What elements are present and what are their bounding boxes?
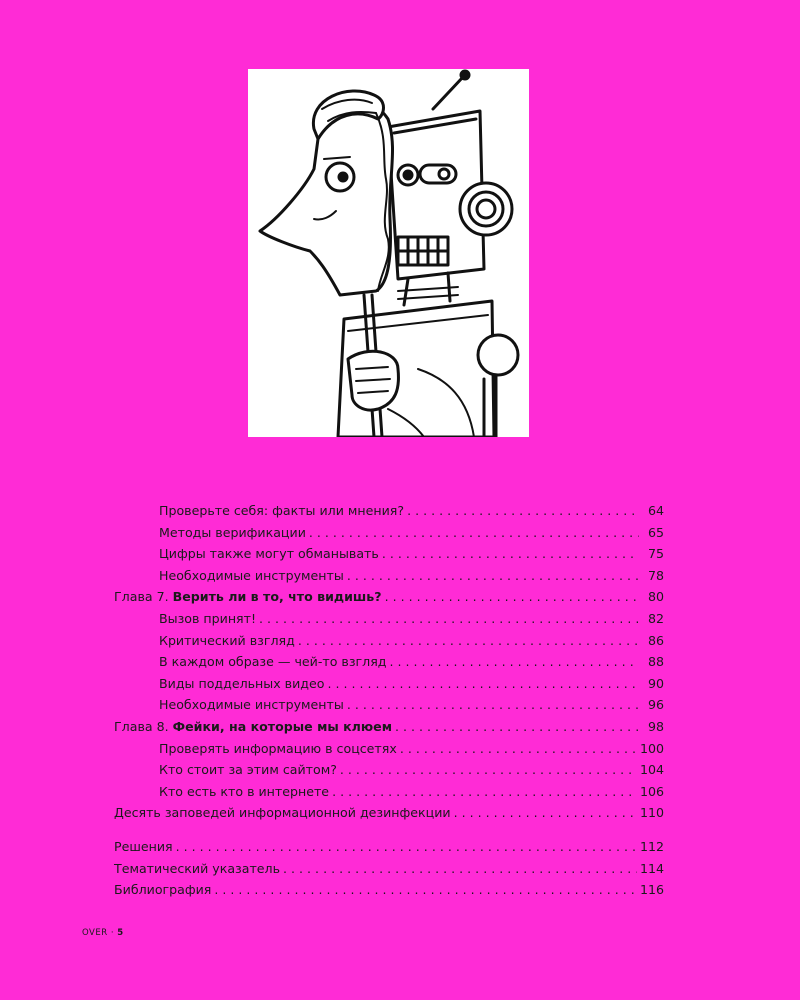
toc-entry[interactable]	[114, 608, 664, 630]
toc-entry-page: 106	[639, 783, 664, 799]
toc-entry-title: Вызов принят!	[159, 610, 257, 626]
toc-entry[interactable]	[114, 738, 664, 760]
toc-entry-page: 80	[647, 589, 664, 605]
dot-leader	[385, 586, 639, 608]
toc-entry-title: Библиография	[114, 882, 212, 898]
toc-appendix-entry[interactable]	[114, 836, 664, 858]
toc-entry[interactable]	[114, 543, 664, 565]
toc-entry[interactable]	[114, 802, 664, 824]
toc-entry[interactable]	[114, 630, 664, 652]
toc-entry-page: 110	[639, 805, 664, 821]
toc-entry-page: 65	[647, 524, 664, 540]
toc-entry-page: 104	[639, 762, 664, 778]
dot-leader	[309, 522, 639, 544]
toc-chapter-entry[interactable]	[114, 716, 664, 738]
toc-entry[interactable]	[114, 522, 664, 544]
dot-leader	[332, 781, 637, 803]
dot-leader	[407, 500, 639, 522]
dot-leader	[390, 651, 640, 673]
toc-appendix-entry[interactable]	[114, 858, 664, 880]
robot-with-human-mask-illustration	[248, 69, 529, 437]
toc-chapter-entry[interactable]	[114, 586, 664, 608]
toc-entry-page: 112	[639, 838, 664, 854]
toc-entry-page: 82	[647, 610, 664, 626]
dot-leader	[327, 673, 639, 695]
toc-entry-title: Решения	[114, 838, 173, 854]
toc-chapter-title	[114, 586, 382, 608]
toc-entry-title: Проверьте себя: факты или мнения?	[159, 503, 405, 518]
dot-leader	[176, 836, 637, 858]
dot-leader	[347, 565, 639, 587]
toc-entry-page: 114	[639, 860, 664, 876]
page-footer	[82, 928, 124, 938]
toc-entry-page: 78	[647, 567, 664, 583]
toc-chapter-title	[114, 716, 392, 738]
toc-entry[interactable]	[114, 565, 664, 587]
toc-entry-title: Критический взгляд	[159, 632, 295, 648]
footer-page-number: 5	[117, 928, 124, 938]
dot-leader	[340, 759, 637, 781]
dot-leader	[283, 858, 637, 880]
dot-leader	[214, 879, 637, 901]
dot-leader	[259, 608, 639, 630]
toc-entry[interactable]	[114, 673, 664, 695]
footer-separator: ·	[110, 928, 115, 938]
dot-leader	[298, 630, 639, 652]
toc-entry-page: 64	[647, 503, 664, 518]
chapter-prefix: Глава 7.	[114, 589, 173, 605]
table-of-contents	[114, 500, 664, 901]
toc-entry[interactable]	[114, 500, 664, 522]
chapter-title: Фейки, на которые мы клюем	[172, 718, 392, 734]
toc-entry[interactable]	[114, 694, 664, 716]
toc-entry-title: Кто есть кто в интернете	[159, 783, 330, 799]
dot-leader	[400, 738, 637, 760]
toc-entry[interactable]	[114, 759, 664, 781]
toc-entry-title: Кто стоит за этим сайтом?	[159, 762, 337, 778]
toc-entry-title: Необходимые инструменты	[159, 567, 344, 583]
toc-entry-title: Цифры также могут обманывать	[159, 546, 379, 562]
toc-entry-page: 100	[639, 740, 664, 756]
toc-appendix-entry[interactable]	[114, 879, 664, 901]
toc-entry-page: 86	[647, 632, 664, 648]
toc-entry[interactable]	[114, 651, 664, 673]
dot-leader	[347, 694, 639, 716]
dot-leader	[395, 716, 639, 738]
toc-entry-page: 116	[639, 882, 664, 898]
toc-entry[interactable]	[114, 781, 664, 803]
chapter-title: Верить ли в то, что видишь?	[172, 589, 382, 605]
toc-entry-title: Тематический указатель	[114, 860, 281, 876]
toc-entry-page: 96	[647, 697, 664, 713]
toc-entry-title: Виды поддельных видео	[159, 675, 325, 691]
dot-leader	[454, 802, 637, 824]
toc-entry-page: 75	[647, 546, 664, 562]
toc-entry-title: Необходимые инструменты	[159, 697, 344, 713]
chapter-prefix: Глава 8.	[114, 718, 173, 734]
toc-entry-title: Десять заповедей информационной дезинфекции	[114, 805, 451, 821]
dot-leader	[382, 543, 639, 565]
toc-entry-title: Проверять информацию в соцсетях	[159, 740, 397, 756]
toc-entry-page: 98	[647, 718, 664, 734]
toc-entry-page: 90	[647, 675, 664, 691]
footer-book-title: OVER	[82, 928, 108, 938]
toc-entry-page: 88	[647, 654, 664, 670]
section-gap	[114, 824, 664, 836]
toc-entry-title: В каждом образе — чей-то взгляд	[159, 654, 387, 670]
toc-entry-title: Методы верификации	[159, 524, 306, 540]
